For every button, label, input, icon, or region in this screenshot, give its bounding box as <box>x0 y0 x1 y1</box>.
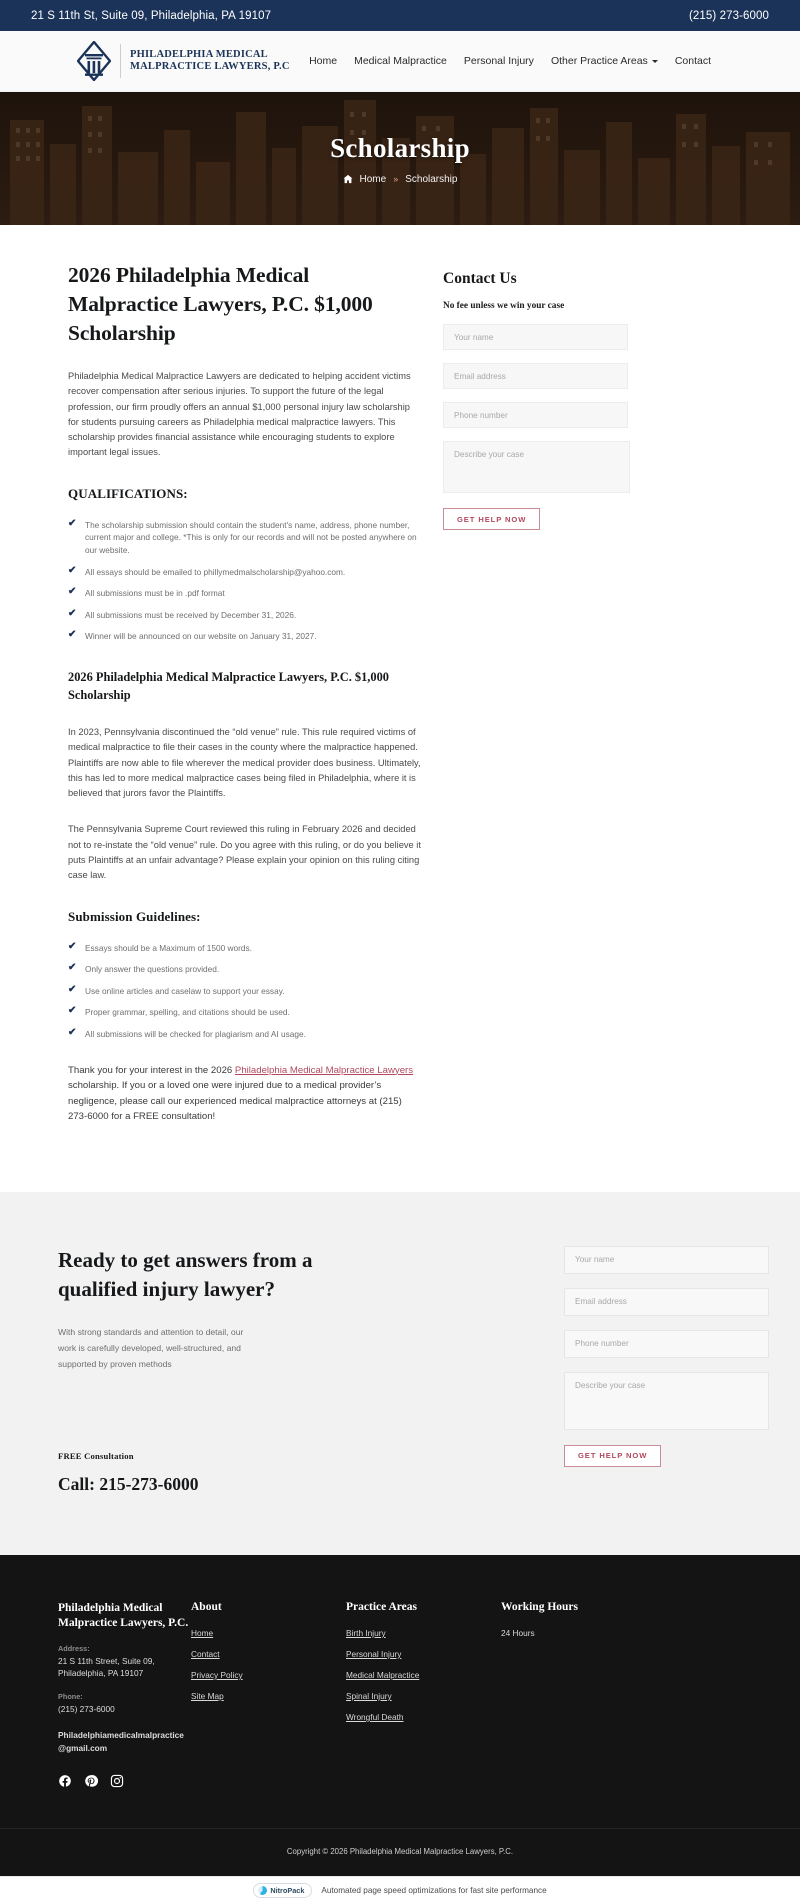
cta-heading: Ready to get answers from a qualified injury lawyer? <box>58 1247 313 1301</box>
cta-submit-button[interactable]: GET HELP NOW <box>564 1445 661 1467</box>
main-nav <box>309 55 711 67</box>
copyright-text: Copyright © 2026 Philadelphia Medical Malpractice Lawyers, P.C. <box>286 1847 514 1857</box>
list-item-label: All submissions will be checked for plagiarism and AI usage. <box>85 1028 306 1039</box>
closing-text-after: scholarship. If you or a loved one were injured due to a medical provider’s negligence, please call our experienced medical malpractice attorneys at (215) 273-6000 for a FREE consultation! <box>68 1080 402 1123</box>
page-title: Scholarship <box>330 132 470 163</box>
list-item <box>68 609 421 622</box>
footer-socials <box>58 1774 191 1788</box>
list-item-label: Winner will be announced on our website on January 31, 2027. <box>85 631 317 642</box>
list-item-label: The scholarship submission should contain the student's name, address, phone number, current major and college. *This is only for our records and will not be posted anywhere on our website. <box>85 519 417 555</box>
list-item <box>68 587 421 600</box>
closing-paragraph <box>68 1063 421 1125</box>
cta-body: With strong standards and attention to detail, our work is carefully developed, well-structured, and supported by proven methods <box>58 1326 244 1369</box>
cta-case-textarea[interactable]: Describe your case <box>564 1372 769 1430</box>
list-item <box>68 985 421 998</box>
cta-phone-number[interactable]: Call: 215-273-6000 <box>58 1473 199 1494</box>
top-bar-address: 21 S 11th St, Suite 09, Philadelphia, PA 19107 <box>31 9 272 22</box>
nav-item-other-practice-areas-label: Other Practice Areas <box>550 55 648 67</box>
cta-free-consultation-label: FREE Consultation <box>58 1450 134 1461</box>
footer-link-home[interactable]: Home <box>191 1627 214 1638</box>
check-icon: ✔ <box>68 962 77 974</box>
article-intro: Philadelphia Medical Malpractice Lawyers are dedicated to helping accident victims recover compensation after serious injuries. To support the future of the legal profession, our firm proudly offers an annual $1,000 personal injury law scholarship for students pursuing careers as Philadelphia medical malpractice lawyers. This scholarship provides financial assistance while encouraging students to explore important legal issues. <box>68 371 411 458</box>
qualifications-list <box>68 519 421 643</box>
footer-link-medical-malpractice[interactable]: Medical Malpractice <box>346 1669 420 1680</box>
check-icon: ✔ <box>68 940 77 952</box>
footer-link-contact[interactable]: Contact <box>191 1648 220 1659</box>
closing-text-before: Thank you for your interest in the 2026 <box>68 1064 235 1076</box>
copyright-bar <box>0 1828 800 1876</box>
footer-brand-column <box>31 1601 191 1789</box>
footer-brand: Philadelphia Medical Malpractice Lawyers, P.C. <box>58 1601 189 1630</box>
footer-about-title: About <box>191 1600 222 1613</box>
home-icon <box>343 174 353 184</box>
breadcrumb <box>343 174 458 185</box>
footer-hours-column <box>501 1601 676 1789</box>
footer-hours-value: 24 Hours <box>501 1627 535 1638</box>
check-icon: ✔ <box>68 629 77 641</box>
hero-banner <box>0 92 800 225</box>
brand-divider <box>120 44 121 78</box>
footer-address-label: Address: <box>58 1643 90 1653</box>
main-content <box>0 225 800 1125</box>
list-item <box>68 1006 421 1019</box>
list-item <box>68 942 421 955</box>
top-bar <box>0 0 800 31</box>
footer-link-wrongful-death[interactable]: Wrongful Death <box>346 1711 404 1722</box>
footer-link-personal-injury[interactable]: Personal Injury <box>346 1648 402 1659</box>
check-icon: ✔ <box>68 517 77 529</box>
list-item-label: Essays should be a Maximum of 1500 words. <box>85 942 252 953</box>
footer-phone-value[interactable]: (215) 273-6000 <box>58 1703 115 1714</box>
nitropack-logo-icon <box>258 1886 267 1895</box>
firm-link[interactable]: Philadelphia Medical Malpractice Lawyers <box>234 1064 414 1076</box>
breadcrumb-home[interactable]: Home <box>359 173 387 185</box>
nitropack-bar <box>0 1876 800 1903</box>
list-item-label: All essays should be emailed to phillymedmalscholarship@yahoo.com. <box>85 566 346 577</box>
guidelines-list <box>68 942 421 1041</box>
cta-form <box>564 1246 769 1495</box>
sidebar-name-input[interactable]: Your name <box>443 324 628 350</box>
nav-item-medical-malpractice[interactable]: Medical Malpractice <box>354 55 447 67</box>
brand-line-2: MALPRACTICE LAWYERS, P.C <box>130 61 290 72</box>
sidebar-case-textarea[interactable]: Describe your case <box>443 441 630 493</box>
list-item-label: Only answer the questions provided. <box>85 964 220 975</box>
nitropack-text: Automated page speed optimizations for fast site performance <box>321 1885 547 1895</box>
cta-text-column <box>31 1246 361 1495</box>
site-footer <box>0 1555 800 1829</box>
check-icon: ✔ <box>68 607 77 619</box>
sidebar-phone-input[interactable]: Phone number <box>443 402 628 428</box>
article-title: 2026 Philadelphia Medical Malpractice Lawyers, P.C. $1,000 Scholarship <box>68 263 373 345</box>
list-item <box>68 519 421 557</box>
footer-link-site-map[interactable]: Site Map <box>191 1690 224 1701</box>
article-paragraph-2: The Pennsylvania Supreme Court reviewed this ruling in February 2026 and decided not to re-instate the “old venue” rule. Do you agree with this ruling, or do you believe it puts Plaintiffs at an unfair advantage? Please explain your opinion on this ruling citing case law. <box>68 824 421 881</box>
cta-phone-input[interactable]: Phone number <box>564 1330 769 1358</box>
article-column <box>31 261 421 1125</box>
footer-link-privacy-policy[interactable]: Privacy Policy <box>191 1669 243 1680</box>
sidebar-form-title: Contact Us <box>443 270 517 287</box>
guidelines-heading: Submission Guidelines: <box>68 908 201 924</box>
top-bar-phone[interactable]: (215) 273-6000 <box>688 9 769 22</box>
footer-practice-column <box>346 1601 501 1789</box>
footer-email[interactable]: Philadelphiamedicalmalpractice @gmail.com <box>58 1730 184 1753</box>
list-item <box>68 1028 421 1041</box>
brand-line-1: PHILADELPHIA MEDICAL <box>130 48 268 60</box>
breadcrumb-separator-icon: » <box>393 174 399 184</box>
cta-section <box>0 1192 800 1555</box>
footer-hours-title: Working Hours <box>501 1600 579 1613</box>
pillar-diamond-logo-icon <box>77 41 111 81</box>
qualifications-heading: QUALIFICATIONS: <box>68 485 188 501</box>
list-item-label: All submissions must be received by December 31, 2026. <box>85 609 297 620</box>
article-paragraph-1: In 2023, Pennsylvania discontinued the “old venue” rule. This rule required victims of medical malpractice to file their cases in the county where the malpractice happened. Plaintiffs are now able to file wherever the medical provider does business. Ultimately, this has led to more medical malpractice cases being filed in Philadelphia, where it is believed that jurors favor the Plaintiffs. <box>68 726 421 799</box>
article-subheading: 2026 Philadelphia Medical Malpractice Lawyers, P.C. $1,000 Scholarship <box>68 669 389 702</box>
footer-about-column <box>191 1601 346 1789</box>
sidebar-email-input[interactable]: Email address <box>443 363 628 389</box>
nitropack-badge[interactable] <box>253 1883 312 1898</box>
breadcrumb-current: Scholarship <box>405 173 458 185</box>
sidebar-contact-form <box>443 261 661 1125</box>
list-item <box>68 630 421 643</box>
site-header <box>0 31 800 92</box>
footer-phone-label: Phone: <box>58 1691 83 1701</box>
list-item-label: Use online articles and caselaw to support your essay. <box>85 985 285 996</box>
list-item <box>68 963 421 976</box>
footer-practice-title: Practice Areas <box>346 1600 417 1613</box>
chevron-down-icon <box>652 60 658 63</box>
footer-link-spinal-injury[interactable]: Spinal Injury <box>346 1690 392 1701</box>
nav-item-personal-injury[interactable]: Personal Injury <box>463 55 534 67</box>
instagram-icon[interactable] <box>110 1774 124 1788</box>
pinterest-icon[interactable] <box>84 1774 98 1788</box>
facebook-icon[interactable] <box>58 1774 72 1788</box>
footer-link-birth-injury[interactable]: Birth Injury <box>346 1627 386 1638</box>
sidebar-form-subtitle: No fee unless we win your case <box>443 301 565 311</box>
check-icon: ✔ <box>68 1005 77 1017</box>
nav-item-contact[interactable]: Contact <box>674 55 711 67</box>
list-item-label: Proper grammar, spelling, and citations should be used. <box>85 1007 290 1018</box>
cta-email-input[interactable]: Email address <box>564 1288 769 1316</box>
brand-text <box>130 49 290 74</box>
check-icon: ✔ <box>68 983 77 995</box>
check-icon: ✔ <box>68 1026 77 1038</box>
check-icon: ✔ <box>68 586 77 598</box>
check-icon: ✔ <box>68 564 77 576</box>
cta-name-input[interactable]: Your name <box>564 1246 769 1274</box>
brand-logo[interactable] <box>77 41 290 81</box>
footer-address-value: 21 S 11th Street, Suite 09, Philadelphia, PA 19107 <box>58 1655 155 1679</box>
nitropack-badge-label: NitroPack <box>270 1885 305 1895</box>
list-item <box>68 566 421 579</box>
nav-item-other-practice-areas[interactable] <box>551 55 658 67</box>
nav-item-home[interactable]: Home <box>309 55 338 67</box>
sidebar-submit-button[interactable]: GET HELP NOW <box>443 508 540 530</box>
list-item-label: All submissions must be in .pdf format <box>85 588 225 599</box>
